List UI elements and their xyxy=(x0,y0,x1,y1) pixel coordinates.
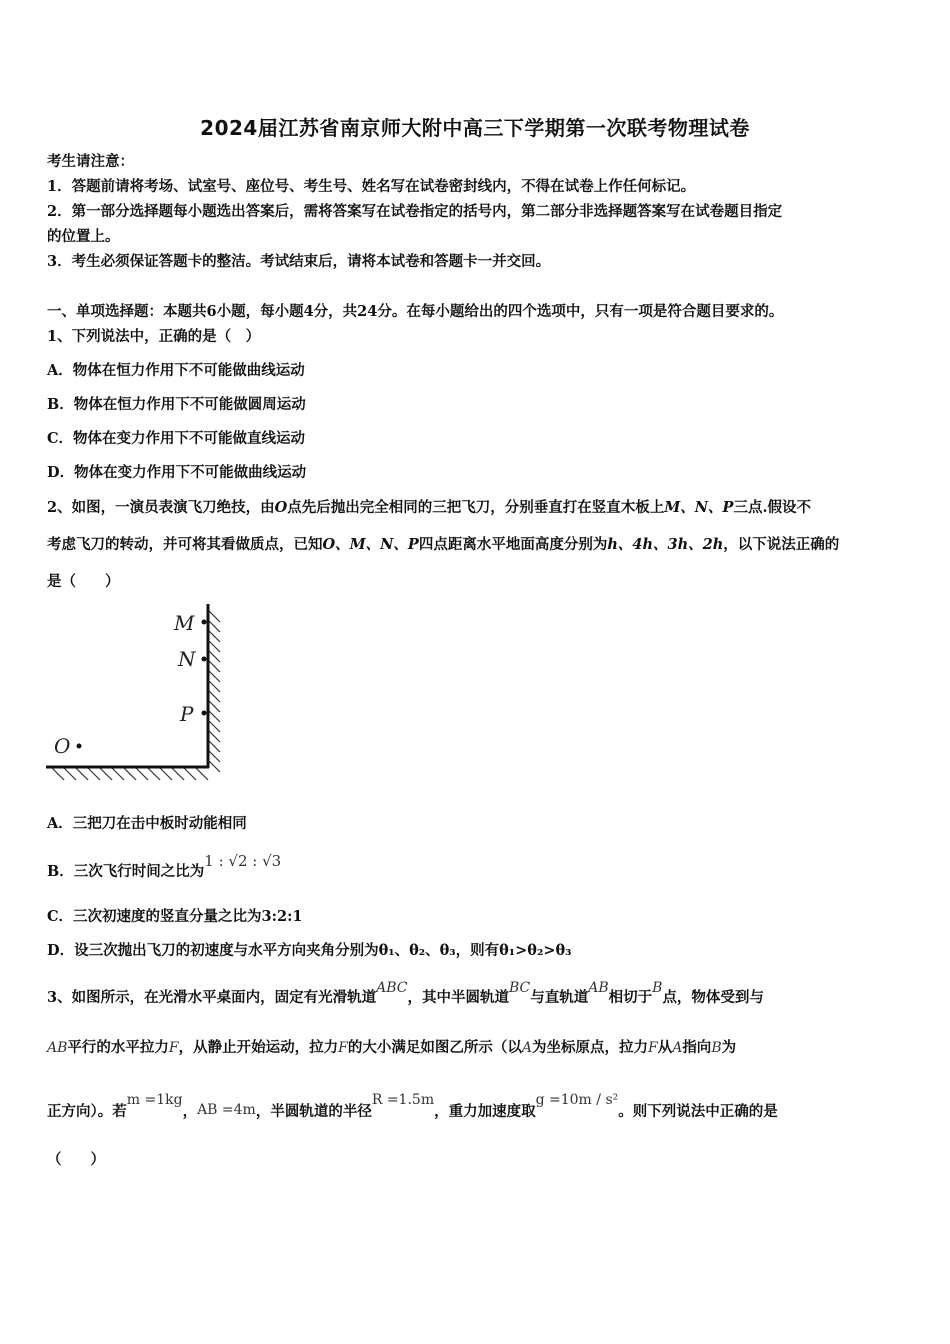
q3-text: 从 xyxy=(657,1039,673,1056)
ground-hatching xyxy=(52,768,208,780)
q2-text: 四点距离水平地面高度分别为 xyxy=(418,536,608,553)
point-n-dot xyxy=(202,657,207,662)
q3-math-f: F xyxy=(647,1040,658,1056)
section-1-heading: 一、单项选择题：本题共6小题，每小题4分，共24分。在每小题给出的四个选项中，只有一项是符合题目要求的。 xyxy=(47,303,784,320)
q1-stem: 1、下列说法中，正确的是（ ） xyxy=(47,328,261,345)
q3-math-abc: ABC xyxy=(376,980,408,996)
q1-option-a: A．物体在恒力作用下不可能做曲线运动 xyxy=(47,362,305,379)
q2-stem-line-1 xyxy=(47,498,907,518)
q3-text: 的大小满足如图乙所示（以 xyxy=(347,1039,522,1056)
q3-text: 3、如图所示，在光滑水平桌面内，固定有光滑轨道 xyxy=(47,989,377,1006)
q3-stem-line-1 xyxy=(47,980,907,1008)
q2-text: 考虑飞刀的转动，并可将其看做质点，已知 xyxy=(47,536,323,553)
exam-title: 2024届江苏省南京师大附中高三下学期第一次联考物理试卷 xyxy=(200,116,750,140)
q3-math-b: B xyxy=(652,980,663,996)
label-n: N xyxy=(178,647,196,671)
q3-text: 为 xyxy=(721,1039,737,1056)
notice-item-2: 2．第一部分选择题每小题选出答案后，需将答案写在试卷指定的括号内，第二部分非选择题答案写在试卷题目指定 xyxy=(47,203,783,220)
q3-math-gravity: g =10m / s² xyxy=(535,1092,619,1108)
q2-option-b xyxy=(47,852,907,882)
q2-stem-line-2 xyxy=(47,535,907,555)
q3-stem-line-2 xyxy=(47,1038,907,1058)
q2-points-omnp: O、M、N、P xyxy=(322,536,419,553)
q2-text: 点先后抛出完全相同的三把飞刀，分别垂直打在竖直木板上 xyxy=(287,499,665,516)
q3-math-a: A xyxy=(521,1040,532,1056)
q3-stem-line-3 xyxy=(47,1092,907,1122)
q3-stem-line-4: （ ） xyxy=(47,1151,105,1168)
q2-heights: h、4h、3h、2h xyxy=(607,536,724,553)
point-p-dot xyxy=(202,711,207,716)
notice-heading: 考生请注意： xyxy=(47,153,134,170)
q2-option-a: A．三把刀在击中板时动能相同 xyxy=(47,815,247,832)
q3-math-ab: AB xyxy=(588,980,609,996)
q3-math-f: F xyxy=(338,1040,348,1056)
q3-text: ， xyxy=(182,1103,198,1120)
label-o: O xyxy=(54,734,71,758)
q3-math-mass: m =1kg xyxy=(126,1092,183,1108)
point-m-dot xyxy=(202,620,207,625)
q3-text: ，半圆轨道的半径 xyxy=(255,1103,372,1120)
q2-text: ，以下说法正确的 xyxy=(723,536,840,553)
q3-text: 相切于 xyxy=(608,989,653,1006)
q2-point-o: O xyxy=(274,499,288,516)
q3-math-radius: R =1.5m xyxy=(371,1092,435,1108)
q1-option-c: C．物体在变力作用下不可能做直线运动 xyxy=(47,430,306,447)
notice-item-2-cont: 的位置上。 xyxy=(47,228,120,245)
q3-text: 点，物体受到与 xyxy=(662,989,764,1006)
q3-math-f: F xyxy=(168,1040,179,1056)
q3-text: 。则下列说法中正确的是 xyxy=(618,1103,778,1120)
q3-math-bc: BC xyxy=(508,980,531,996)
q2-text: 2、如图，一演员表演飞刀绝技，由 xyxy=(47,499,275,516)
q2-option-b-text: B．三次飞行时间之比为 xyxy=(47,863,205,880)
q1-option-d: D．物体在变力作用下不可能做曲线运动 xyxy=(47,464,307,481)
q2-points-mnp: M、N、P xyxy=(664,499,734,516)
q3-text: 指向 xyxy=(682,1039,712,1056)
q3-text: 平行的水平拉力 xyxy=(67,1039,169,1056)
q3-text: ，从静止开始运动，拉力 xyxy=(178,1039,339,1056)
wall-hatching xyxy=(208,610,220,772)
notice-item-1: 1．答题前请将考场、试室号、座位号、考生号、姓名写在试卷密封线内，不得在试卷上作任何标记。 xyxy=(47,178,696,195)
q3-math-length: AB =4m xyxy=(197,1102,256,1118)
q3-math-a: A xyxy=(672,1040,683,1056)
q3-text: 为坐标原点，拉力 xyxy=(531,1039,648,1056)
point-o-dot xyxy=(77,744,82,749)
q3-math-b: B xyxy=(711,1040,722,1056)
q1-option-b: B．物体在恒力作用下不可能做圆周运动 xyxy=(47,396,306,413)
q3-text: 与直轨道 xyxy=(530,989,589,1006)
q2-option-b-ratio: 1 : √2 : √3 xyxy=(204,852,282,870)
label-p: P xyxy=(180,702,194,726)
q2-option-c: C．三次初速度的竖直分量之比为3:2:1 xyxy=(47,908,303,925)
q2-figure xyxy=(40,598,240,790)
q3-text: 正方向）。若 xyxy=(47,1103,127,1120)
q3-math-ab: AB xyxy=(47,1040,68,1056)
label-m: M xyxy=(174,611,195,635)
q2-text: 三点.假设不 xyxy=(733,499,812,516)
q2-option-d: D．设三次抛出飞刀的初速度与水平方向夹角分别为θ₁、θ₂、θ₃，则有θ₁>θ₂>θ₃ xyxy=(47,942,572,959)
q3-text: ，重力加速度取 xyxy=(434,1103,536,1120)
q3-text: ，其中半圆轨道 xyxy=(407,989,509,1006)
q2-stem-line-3: 是（ ） xyxy=(47,573,120,590)
notice-item-3: 3．考生必须保证答题卡的整洁。考试结束后，请将本试卷和答题卡一并交回。 xyxy=(47,253,551,270)
